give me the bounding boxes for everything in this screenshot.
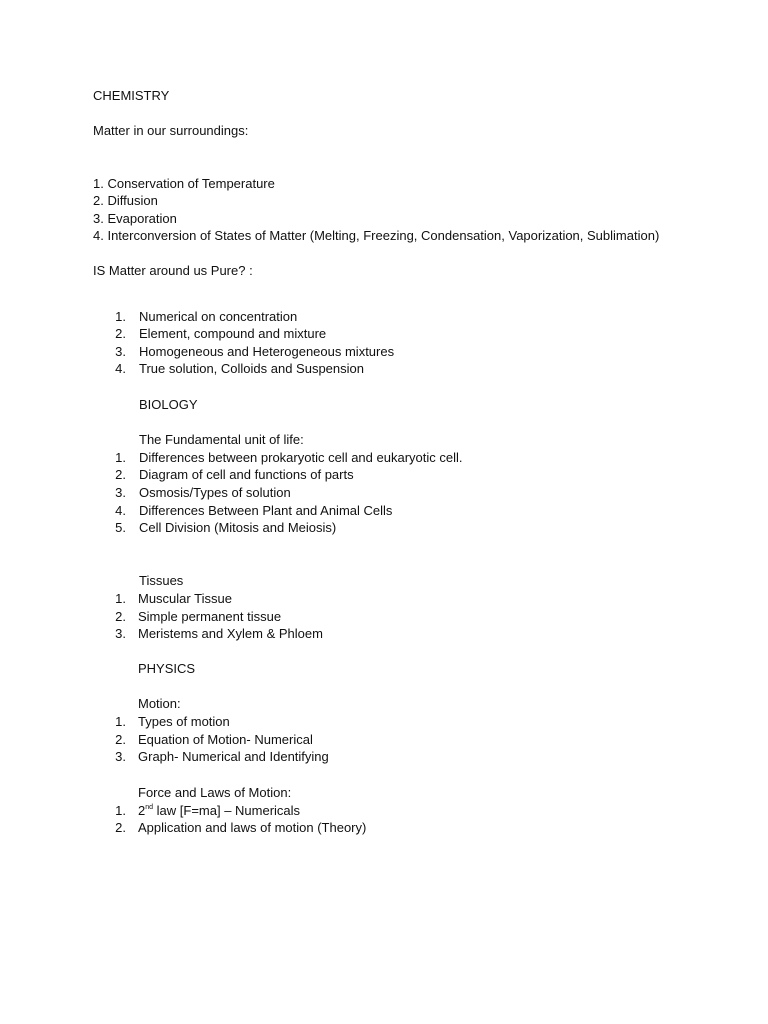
list-number: 1. (115, 309, 126, 324)
list-number: 1. (115, 591, 126, 606)
list-number: 4. (115, 361, 126, 376)
list-item: Element, compound and mixture (139, 326, 327, 341)
list-item: Types of motion (138, 714, 230, 729)
list-item: True solution, Colloids and Suspension (139, 361, 364, 376)
physics-section-title: Force and Laws of Motion: (138, 785, 292, 800)
biology-heading: BIOLOGY (139, 397, 198, 412)
list-item: Homogeneous and Heterogeneous mixtures (139, 344, 395, 359)
list-item: Equation of Motion- Numerical (138, 732, 313, 747)
physics-section-title: Motion: (138, 696, 181, 711)
list-item-text: law [F=ma] – Numericals (153, 803, 301, 818)
list-item: 4. Interconversion of States of Matter (Melting, Freezing, Condensation, Vaporization, Sublimation) (93, 228, 660, 243)
list-item: 2. Diffusion (93, 193, 158, 208)
list-number: 3. (115, 344, 126, 359)
list-item: Muscular Tissue (138, 591, 232, 606)
list-number: 2. (115, 820, 126, 835)
chemistry-section-title: Matter in our surroundings: (93, 123, 249, 138)
biology-section-title: The Fundamental unit of life: (139, 432, 304, 447)
list-number: 4. (115, 503, 126, 518)
list-number: 2. (115, 609, 126, 624)
list-number: 1. (115, 450, 126, 465)
list-number: 1. (115, 803, 126, 818)
list-number: 2. (115, 732, 126, 747)
list-item: Simple permanent tissue (138, 609, 282, 624)
list-number: 3. (115, 626, 126, 641)
list-item: Numerical on concentration (139, 309, 298, 324)
list-item (138, 803, 300, 819)
biology-section-title: Tissues (139, 573, 184, 588)
list-number: 5. (115, 520, 126, 535)
list-item: Diagram of cell and functions of parts (139, 467, 354, 482)
list-item: Differences Between Plant and Animal Cells (139, 503, 393, 518)
list-number: 3. (115, 749, 126, 764)
list-number: 3. (115, 485, 126, 500)
list-item: Application and laws of motion (Theory) (138, 820, 367, 835)
list-item: 1. Conservation of Temperature (93, 176, 275, 191)
list-item: Graph- Numerical and Identifying (138, 749, 329, 764)
physics-heading: PHYSICS (138, 661, 196, 676)
list-item: Cell Division (Mitosis and Meiosis) (139, 520, 337, 535)
list-item-base: 2 (138, 803, 146, 818)
list-number: 2. (115, 326, 126, 341)
list-number: 2. (115, 467, 126, 482)
list-item: Differences between prokaryotic cell and eukaryotic cell. (139, 450, 463, 465)
list-item: Osmosis/Types of solution (139, 485, 291, 500)
list-item: Meristems and Xylem & Phloem (138, 626, 323, 641)
list-number: 1. (115, 714, 126, 729)
chemistry-section-title: IS Matter around us Pure? : (93, 263, 253, 278)
list-item: 3. Evaporation (93, 211, 177, 226)
chemistry-heading: CHEMISTRY (93, 88, 170, 103)
superscript-suffix: nd (145, 804, 154, 811)
